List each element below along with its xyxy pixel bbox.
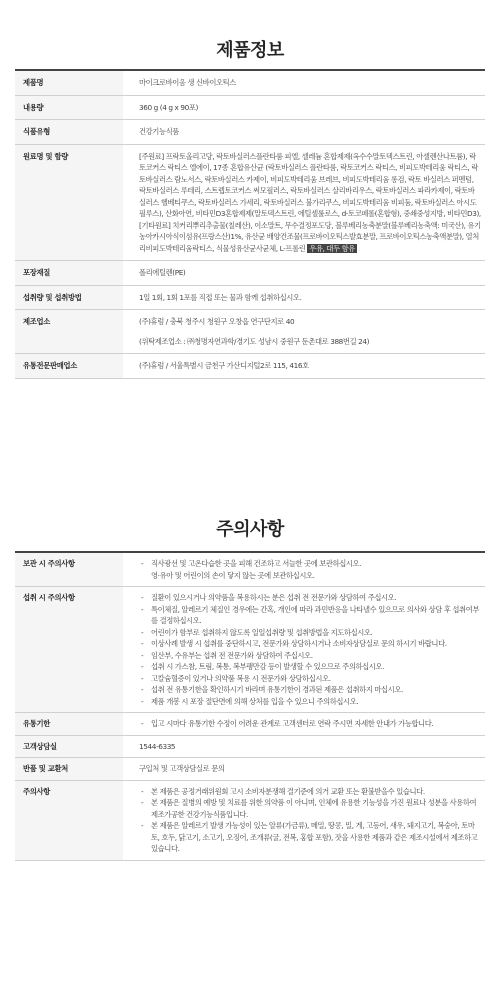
table-row <box>15 70 485 95</box>
list-item: - 임산부, 수유부는 섭취 전 전문가와 상담하여 주십시오. <box>139 650 481 662</box>
list-item: - 이상사례 발생 시 섭취를 중단하시고, 전문가와 상담하시거나 소비자상담실로 문의 하시기 바랍니다. <box>139 638 481 650</box>
list-item: - 본 제품은 알레르기 발생 가능성이 있는 알류(가금류), 메밀, 땅콩, 밀, 게, 고등어, 새우, 돼지고기, 복숭아, 토마토, 호두, 닭고기, 소고기, 오징어, 조개류(굴, 전복, 홍합 포함), 잣을 사용한 제품과 같은 제조시설에서 제조하고 있습니다. <box>139 820 481 855</box>
list-item: - 고칼슘혈증이 있거나 의약품 복용 시 전문가와 상담하십시오. <box>139 673 481 685</box>
row-value <box>123 780 485 860</box>
bullet-list <box>139 786 481 855</box>
table-row <box>15 713 485 736</box>
table-row <box>15 310 485 354</box>
ingredients-text: [주원료] 프락토올리고당, 락토바실러스플란타룸 피엘, 셀레늄 혼합제제(옥수수말토덱스트린, 아셀렌산나트륨), 락토코커스 락티스 엘에이, 17종 혼합유산균 (락토바실러스 플란타룸, 락토코커스 락티스, 비피도박테리움 락티스, 락토바실러스 람노서스, 락토바실러스 카제이, 비피도박테리움 브레브, 비피도박테리움 롱검, 락토 바실러스 퍼멘텀, 락토바실러스 루테리, 스트렙토코커스 써모필러스, 락토바실러스 살리바리우스, 락토바실러스 파라카제이, 락토바실러스 헬베티쿠스, 락토바실러스 가세리, 락토바실러스 불가리쿠스, 비피도박테리움 비피둠, 락토바실러스 아시도필루스), 산화아연, 비타민D3혼합제제(말토덱스트린, 에틸셀룰로스, d-토코페롤(혼합형), 중쇄중성지방, 비타민D3), [기타원료] 치커리뿌리추출물(칠레산), 이소말트, 무수결정포도당, 블루베리농축분말(블루베리농축액: 미국산), 유기농아카시아식이섬유(프랑스산)1%, 유산균 배양건조물(프로바이오틱스발효분말, 프로바이오틱스농축액분말), 열처리비피도박테리움락티스, 식물성유산균사균체, L-프롤린 <box>139 151 481 253</box>
row-value: 마이크로바이옴 생 신바이오틱스 <box>123 70 485 95</box>
list-item: - 섭취 전 유통기한을 확인하시기 바라며 유통기한이 경과된 제품은 섭취하지 마십시오. <box>139 684 481 696</box>
list-item: - 어린이가 함부로 섭취하지 않도록 일일섭취량 및 섭취방법을 지도하십시오. <box>139 627 481 639</box>
table-row <box>15 261 485 286</box>
list-item: - 특이체질, 알레르기 체질인 경우에는 간혹, 개인에 따라 과민반응을 나타낼수 있으므로 의사와 상담 후 섭취여부를 결정하십시오. <box>139 604 481 627</box>
list-item: - 입고 시마다 유통기한 수정이 어려운 관계로 고객센터로 연락 주시면 자세한 안내가 가능합니다. <box>139 718 481 730</box>
ingredients-value <box>123 144 485 261</box>
row-label: 식품유형 <box>15 120 123 145</box>
row-value <box>123 713 485 736</box>
row-value: 360 g (4 g x 90포) <box>123 95 485 120</box>
row-label: 내용량 <box>15 95 123 120</box>
row-label: 고객상담실 <box>15 735 123 758</box>
row-label: 섭취 시 주의사항 <box>15 587 123 713</box>
allergen-highlight: 우유, 대두 함유 <box>309 243 355 253</box>
list-item: - 직사광선 및 고온다습한 곳을 피해 건조하고 서늘한 곳에 보관하십시오. <box>139 558 481 570</box>
bullet-list <box>139 592 481 707</box>
table-row <box>15 95 485 120</box>
table-row <box>15 354 485 379</box>
table-row <box>15 735 485 758</box>
table-row <box>15 780 485 860</box>
table-row <box>15 552 485 587</box>
row-label: 반품 및 교환처 <box>15 758 123 781</box>
row-value: (주)휴럼 / 서울특별시 금천구 가산디지털2로 115, 416호 <box>123 354 485 379</box>
row-label: 섭취량 및 섭취방법 <box>15 285 123 310</box>
row-value <box>123 587 485 713</box>
row-value: 건강기능식품 <box>123 120 485 145</box>
row-value: 구입처 및 고객상담실로 문의 <box>123 758 485 781</box>
row-value <box>123 552 485 587</box>
precautions-title: 주의사항 <box>216 519 284 540</box>
row-label: 유통전문판매업소 <box>15 354 123 379</box>
row-value: 1일 1회, 1회 1포를 직접 또는 물과 함께 섭취하십시오. <box>123 285 485 310</box>
row-label: 보관 시 주의사항 <box>15 552 123 587</box>
list-item: - 본 제품은 공정거래위원회 고시 소비자분쟁해 결기준에 의거 교환 또는 환불받을수 있습니다. <box>139 786 481 798</box>
list-continuation: 영·유아 및 어린이의 손이 닿지 않는 곳에 보관하십시오. <box>151 570 315 580</box>
product-info-table <box>15 69 485 379</box>
row-value: 폴리에틸렌(PE) <box>123 261 485 286</box>
row-label: 원료명 및 함량 <box>15 144 123 261</box>
row-label: 제조업소 <box>15 310 123 354</box>
table-row <box>15 587 485 713</box>
manufacturer-line: (주)휴럼 / 충북 청주시 청원구 오창읍 연구단지로 40 <box>139 317 295 326</box>
bullet-list <box>139 718 481 730</box>
row-label: 포장재질 <box>15 261 123 286</box>
table-row <box>15 758 485 781</box>
row-label: 주의사항 <box>15 780 123 860</box>
table-row <box>15 120 485 145</box>
precautions-table <box>15 551 485 861</box>
manufacturer-value <box>123 310 485 354</box>
row-label: 유통기한 <box>15 713 123 736</box>
product-info-title: 제품정보 <box>216 40 284 61</box>
list-item: - 섭취 시 가스참, 트림, 복통, 복부팽만감 등이 발생할 수 있으므로 주의하십시오. <box>139 661 481 673</box>
table-row <box>15 285 485 310</box>
list-item: - 본 제품은 질병의 예방 및 치료를 위한 의약품 이 아니며, 인체에 유용한 기능성을 가진 원료나 성분을 사용하여 제조가공한 건강기능식품입니다. <box>139 797 481 820</box>
customer-service-phone: 1544-6335 <box>123 735 485 758</box>
row-label: 제품명 <box>15 70 123 95</box>
bullet-list <box>139 558 481 570</box>
consignment-manufacturer-line: (위탁제조업소 : ㈜청명자연과학/경기도 성남시 중원구 둔촌대로 388번길 24) <box>139 336 370 346</box>
table-row <box>15 144 485 261</box>
list-item: - 질환이 있으시거나 의약품을 복용하시는 분은 섭취 전 전문가와 상담하여 주십시오. <box>139 592 481 604</box>
list-item: - 제품 개봉 시 포장 절단면에 의해 상처를 입을 수 있으니 주의하십시오. <box>139 696 481 708</box>
